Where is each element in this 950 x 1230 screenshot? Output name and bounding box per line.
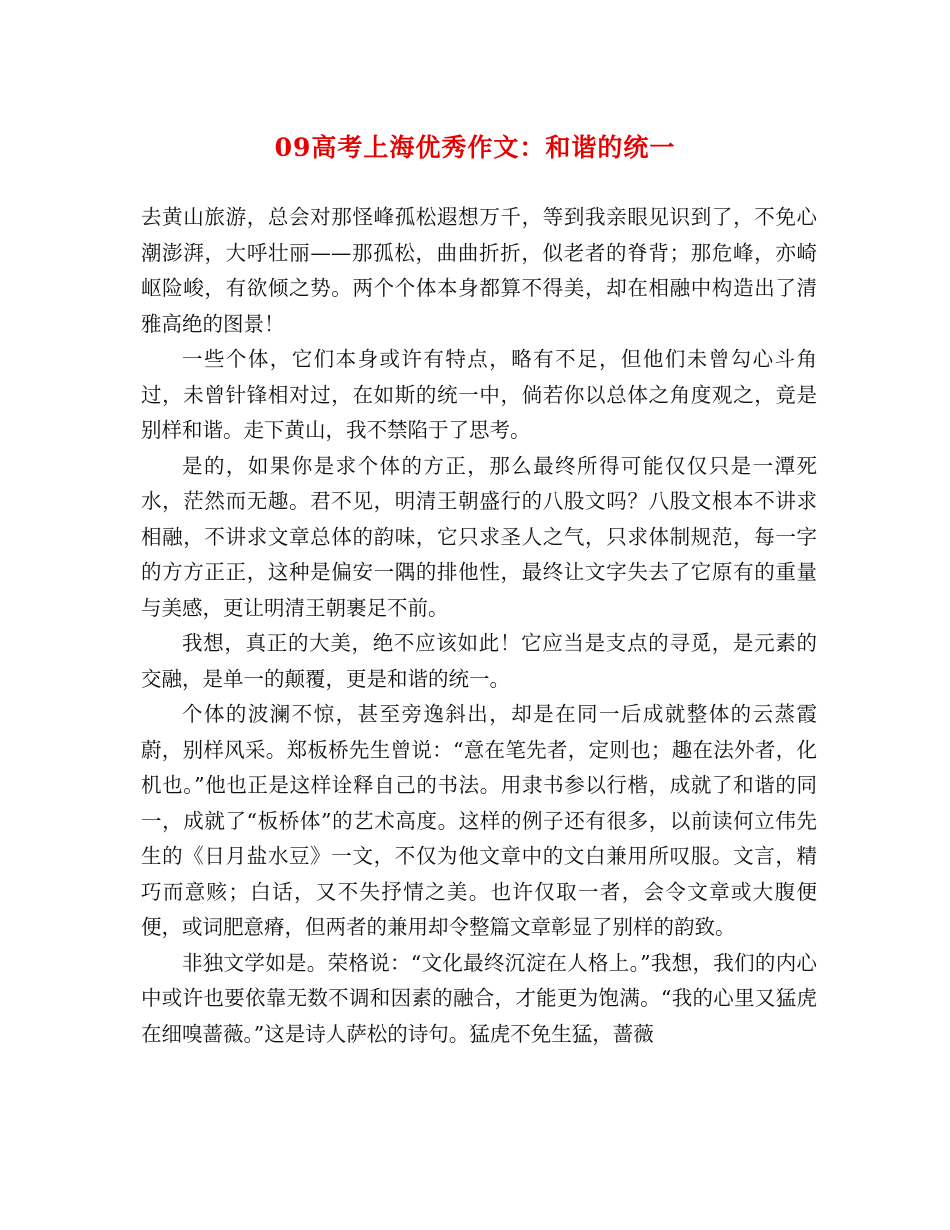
paragraph: 我想，真正的大美，绝不应该如此！它应当是支点的寻觅，是元素的交融，是单一的颠覆，更是和谐的统一。 — [141, 631, 817, 691]
paragraph: 去黄山旅游，总会对那怪峰孤松遐想万千，等到我亲眼见识到了，不免心潮澎湃，大呼壮丽——那孤松，曲曲折折，似老者的脊背；那危峰，亦崎岖险峻，有欲倾之势。两个个体本身都算不得美，却在相融中构造出了清雅高绝的图景！ — [141, 205, 817, 336]
paragraph: 非独文学如是。荣格说：“文化最终沉淀在人格上。”我想，我们的内心中或许也要依靠无数不调和因素的融合，才能更为饱满。“我的心里又猛虎在细嗅蔷薇。”这是诗人萨松的诗句。猛虎不免生猛，蔷薇 — [141, 950, 817, 1046]
paragraph: 一些个体，它们本身或许有特点，略有不足，但他们未曾勾心斗角过，未曾针锋相对过，在如斯的统一中，倘若你以总体之角度观之，竟是别样和谐。走下黄山，我不禁陷于了思考。 — [141, 347, 817, 442]
document-body — [141, 200, 817, 1052]
paragraph: 是的，如果你是求个体的方正，那么最终所得可能仅仅只是一潭死水，茫然而无趣。君不见，明清王朝盛行的八股文吗？八股文根本不讲求相融，不讲求文章总体的韵味，它只求圣人之气，只求体制规范，每一字的方方正正，这种是偏安一隅的排他性，最终让文字失去了它原有的重量与美感，更让明清王朝裹足不前。 — [141, 453, 817, 620]
paragraph: 个体的波澜不惊，甚至旁逸斜出，却是在同一后成就整体的云蒸霞蔚，别样风采。郑板桥先生曾说：“意在笔先者，定则也；趣在法外者，化机也。”他也正是这样诠释自己的书法。用隶书参以行楷，成就了和谐的同一，成就了“板桥体”的艺术高度。这样的例子还有很多，以前读何立伟先生的《日月盐水豆》一文，不仅为他文章中的文白兼用所叹服。文言，精巧而意赅；白话，又不失抒情之美。也许仅取一者，会令文章或大腹便便，或词肥意瘠，但两者的兼用却令整篇文章彰显了别样的韵致。 — [141, 702, 817, 939]
document-title: 09高考上海优秀作文：和谐的统一 — [274, 133, 676, 162]
